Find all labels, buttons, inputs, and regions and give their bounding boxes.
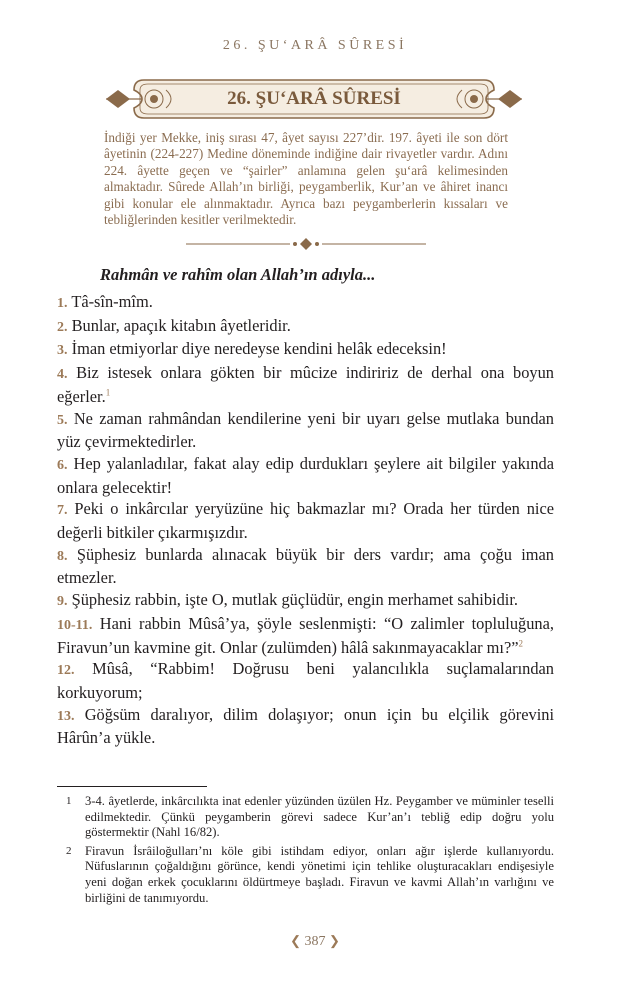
footnote-rule [57, 786, 207, 787]
verse-text: İman etmiyorlar diye neredeyse kendini helâk edeceksin! [71, 339, 447, 359]
verse-number: 10-11. [57, 617, 93, 633]
footnote-reference[interactable]: 2 [518, 638, 524, 649]
verse-text: Göğsüm daralıyor, dilim dolaşıyor; onun için bu elçilik görevini Hârûn’a yükle. [57, 704, 554, 748]
verse [57, 338, 554, 362]
verse [57, 408, 554, 453]
verse [57, 291, 554, 315]
verse-text: Tâ-sîn-mîm. [71, 292, 153, 311]
verse-text: Bunlar, apaçık kitabın âyetleridir. [71, 315, 291, 335]
verse-text: Ne zaman rahmândan kendilerine yeni bir uyarı gelse mutlaka bundan yüz çevirmektedirler. [57, 408, 554, 452]
footnote-text: 3-4. âyetlerde, inkârcılıkta inat edenler yüzünden üzülen Hz. Peygamber ve müminler teselli edilmektedir. Çünkü peygamberin görevi sadece Kur’an’ı tebliğ edip doğru yolu göstermektir (Nahl 16/82). [85, 794, 554, 840]
verse-number: 13. [57, 708, 75, 724]
verse-number: 5. [57, 412, 68, 428]
footnote-mark: 1 [66, 795, 72, 807]
verse [57, 589, 554, 613]
verse-number: 2. [57, 319, 68, 335]
verse [57, 658, 554, 703]
verse [57, 453, 554, 498]
verse-number: 8. [57, 548, 68, 564]
verse [57, 315, 554, 339]
surah-introduction: İndiği yer Mekke, iniş sırası 47, âyet sayısı 227’dir. 197. âyeti ile son dört âyetinin (224-227) Medine döneminde indiğine dair rivayetler vardır. Adını 224. âyette geçen ve “şairler” anlamına gelen şu‘arâ kelimesinden almaktadır. Sûrede Allah’ın birliği, peygamberlik, Kur’an ve âhiret inancı gibi konular ele alınmaktadır. Ayrıca bazı peygamberlerin kıssaları ve tebliğlerinden kesitler verilmektedir. [104, 130, 508, 228]
verse-list [57, 291, 554, 749]
page-number: 387 [304, 934, 326, 949]
footnote-text: Firavun İsrâiloğulları’nı köle gibi istihdam ediyor, onları ağır işlerde kullanıyordu. Nüfuslarının çoğaldığını görünce, kendi yönetimi için tehlike oluşturacakları endişesiyle yeni doğan erkek çocuklarını öldürtmeye başladı. Firavun ve kavmi Allah’ın varlığını ve birliğini de tanımıyordu. [85, 843, 554, 905]
verse-text: Hani rabbin Mûsâ’ya, şöyle seslenmişti: “O zalimler topluluğuna, Firavun’un kavmine git. Onlar (zulümden) hâlâ sakınmayacaklar mı?” [57, 613, 554, 657]
footnote [57, 844, 554, 906]
verse-text: Biz istesek onlara gökten bir mûcize indiririz de derhal ona boyun eğerler. [57, 363, 554, 406]
footnote [57, 794, 554, 841]
ornament-divider-icon [186, 237, 426, 251]
verse-number: 7. [57, 503, 68, 519]
verse-text: Hep yalanladılar, fakat alay edip durdukları şeylere ait bilgiler yakında onlara gelecektir! [57, 453, 554, 497]
verse [57, 704, 554, 749]
verse-number: 6. [57, 457, 68, 473]
verse-text: Şüphesiz bunlarda alınacak büyük bir ders vardır; ama çoğu iman etmezler. [57, 544, 554, 588]
footnote-mark: 2 [66, 844, 72, 857]
verse-text: Peki o inkârcılar yeryüzüne hiç bakmazlar mı? Orada her türden nice değerli bitkiler çıkarmışızdır. [57, 499, 554, 543]
verse-number: 4. [57, 367, 68, 383]
surah-title-banner [104, 76, 524, 122]
verse-number: 1. [57, 296, 68, 311]
footnote-list [57, 794, 554, 909]
verse-text: Şüphesiz rabbin, işte O, mutlak güçlüdür, engin merhamet sahibidir. [71, 590, 518, 610]
left-ornament-icon: ❮ [290, 933, 301, 948]
verse [57, 498, 554, 543]
verse-number: 3. [57, 343, 68, 359]
verse [57, 544, 554, 589]
right-ornament-icon: ❯ [329, 933, 340, 948]
verse-text: Mûsâ, “Rabbim! Doğrusu beni yalancılıkla suçlamalarından korkuyorum; [57, 659, 554, 702]
verse-number: 9. [57, 594, 68, 610]
verse-number: 12. [57, 663, 75, 679]
basmala: Rahmân ve rahîm olan Allah’ın adıyla... [100, 265, 376, 284]
verse [57, 362, 554, 407]
page-number-block [0, 933, 630, 950]
footnote-reference[interactable]: 1 [105, 387, 111, 398]
running-head: 26. ŞU‘ARÂ SÛRESİ [222, 38, 408, 53]
verse [57, 613, 554, 658]
surah-title: 26. ŞU‘ARÂ SÛRESİ [227, 88, 401, 109]
